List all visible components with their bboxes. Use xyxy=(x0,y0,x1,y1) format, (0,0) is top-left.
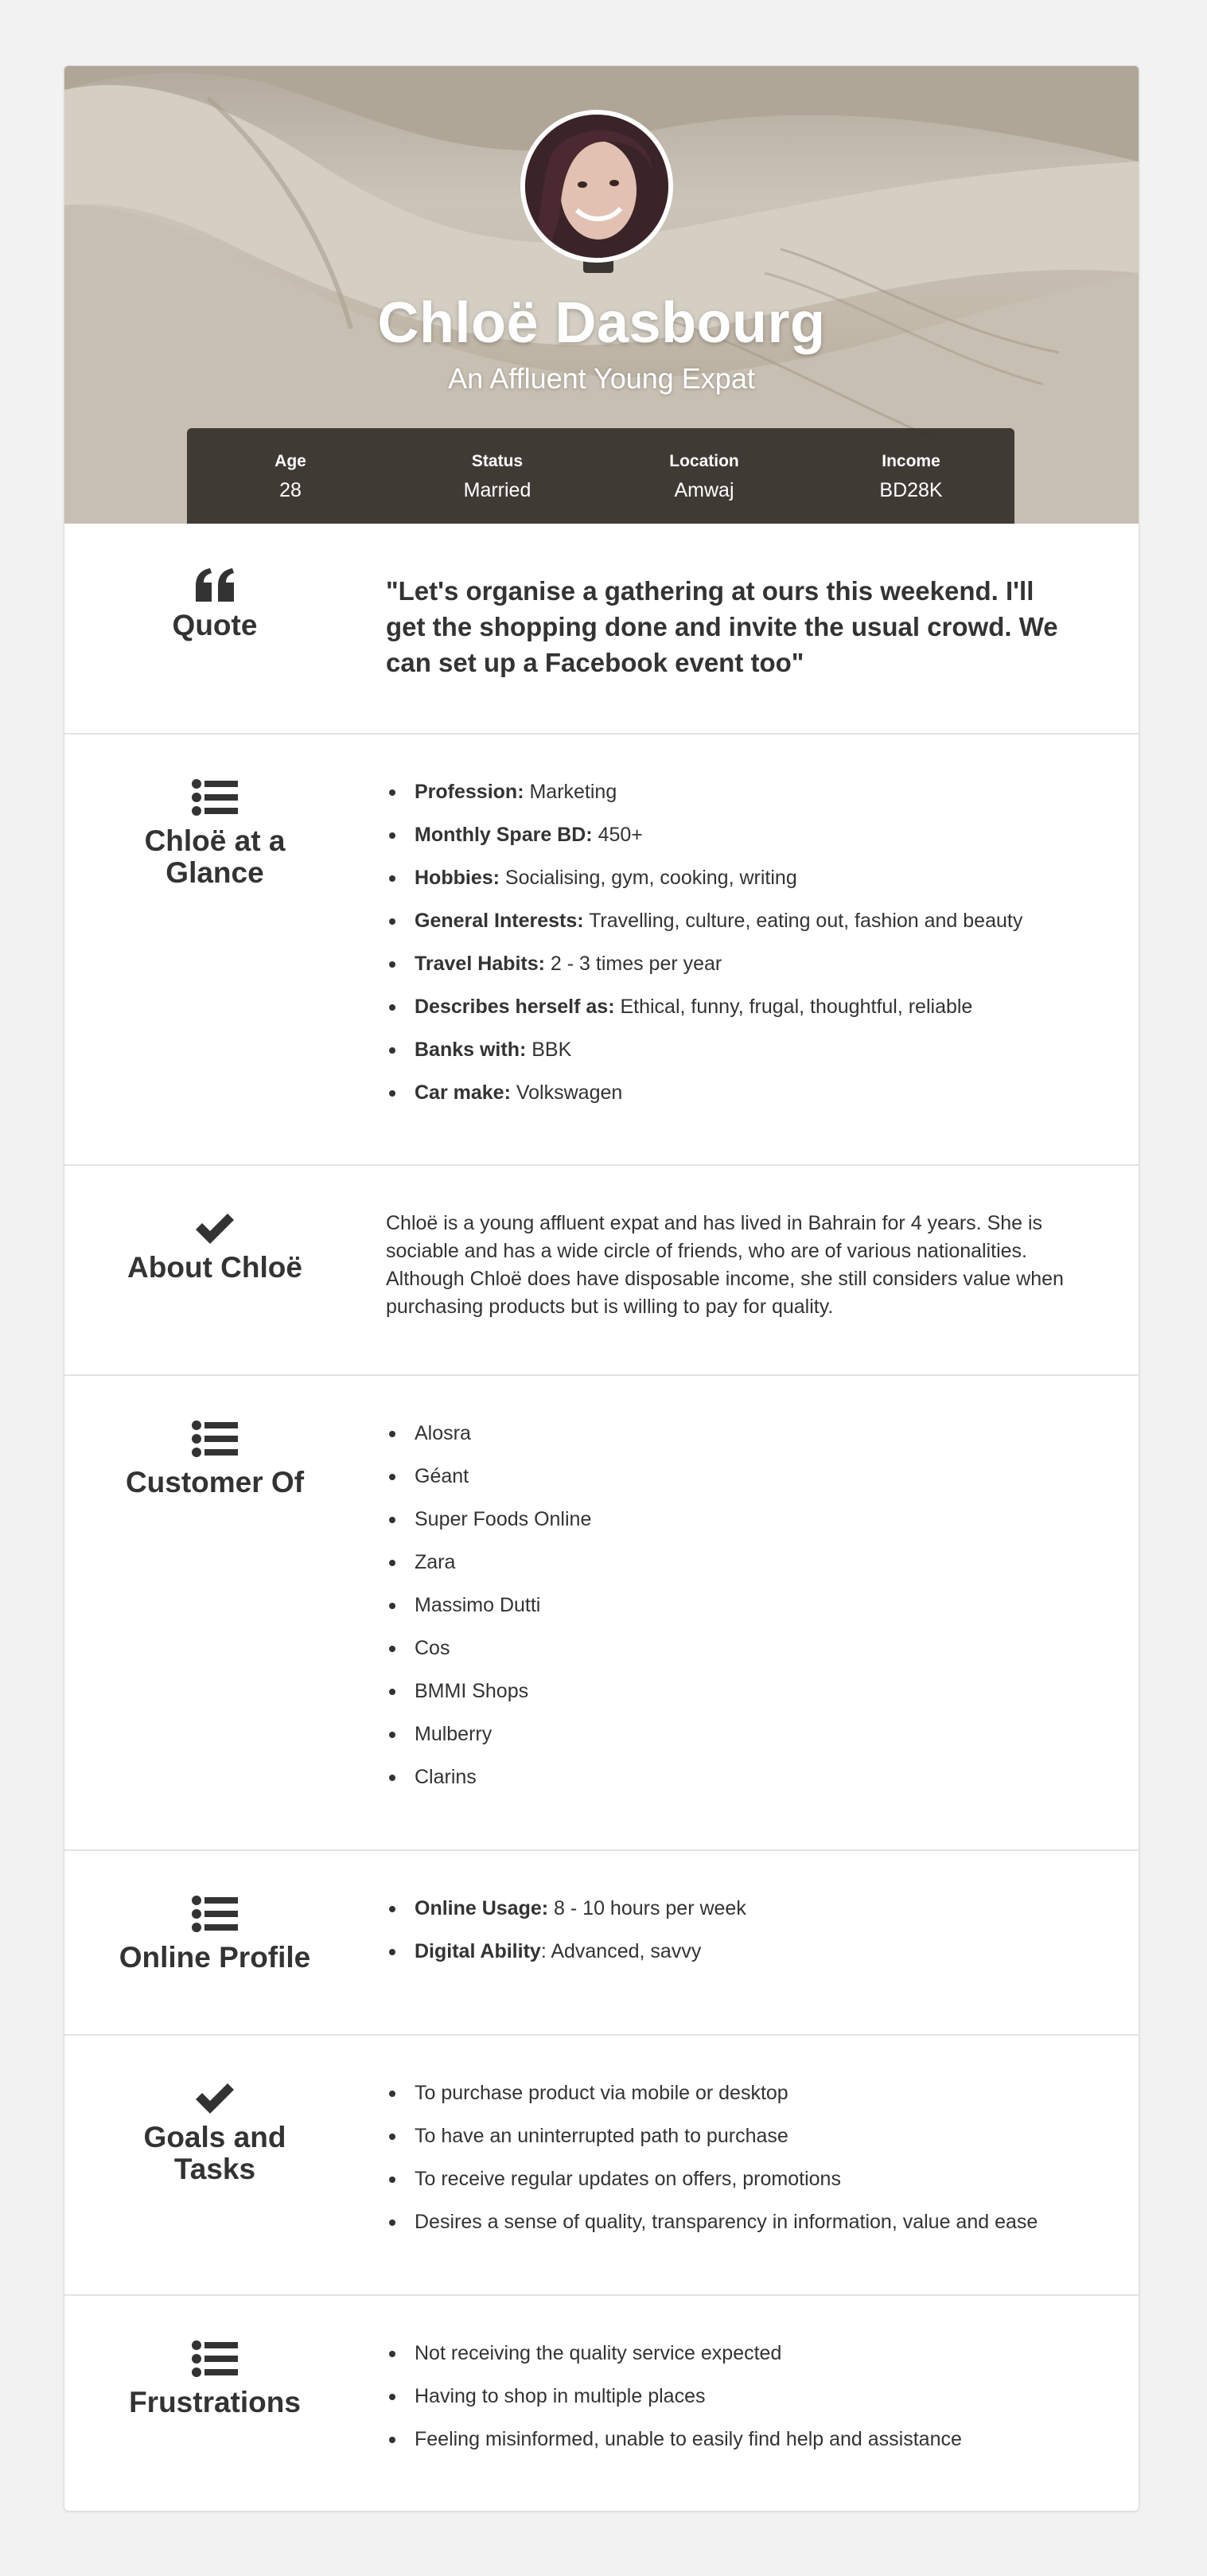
section-customer xyxy=(64,1374,1139,1849)
list-item: To purchase product via mobile or desktop xyxy=(386,2079,1075,2106)
list-item: Having to shop in multiple places xyxy=(386,2383,1075,2410)
section-title: Quote xyxy=(172,609,258,641)
stat-label: Age xyxy=(274,452,306,470)
list-item: To receive regular updates on offers, promotions xyxy=(386,2165,1075,2192)
section-title-line: Glance xyxy=(165,856,264,889)
section-title-line: Chloë at a xyxy=(144,824,286,857)
glance-list xyxy=(386,778,1075,1106)
list-item: Feeling misinformed, unable to easily find help and assistance xyxy=(386,2426,1075,2453)
list-item: Desires a sense of quality, transparency in information, value and ease xyxy=(386,2208,1075,2235)
stat-label: Location xyxy=(669,452,739,470)
list-item: Zara xyxy=(386,1549,1075,1576)
list-item: General Interests: Travelling, culture, eating out, fashion and beauty xyxy=(386,907,1075,934)
stat-value: Married xyxy=(463,479,531,501)
list-item: Mulberry xyxy=(386,1721,1075,1748)
stat-age xyxy=(187,428,394,524)
list-item: Massimo Dutti xyxy=(386,1592,1075,1619)
list-icon xyxy=(192,779,238,816)
about-text: Chloë is a young affluent expat and has lived in Bahrain for 4 years. She is sociable and has a wide circle of friends, who are of various nationalities. Although Chloë does have disposable income, she still considers value when purchasing products but is willing to pay for quality. xyxy=(386,1212,1064,1318)
stat-status xyxy=(394,428,601,524)
list-item: Digital Ability: Advanced, savvy xyxy=(386,1938,1075,1965)
section-title xyxy=(64,2122,365,2185)
section-goals xyxy=(64,2034,1139,2294)
section-title xyxy=(64,825,365,889)
list-item: Cos xyxy=(386,1635,1075,1662)
section-online xyxy=(64,1849,1139,2034)
avatar xyxy=(520,110,673,263)
section-frustrations xyxy=(64,2294,1139,2511)
stat-value: Amwaj xyxy=(674,479,734,501)
list-item: Super Foods Online xyxy=(386,1506,1075,1533)
list-item: Banks with: BBK xyxy=(386,1036,1075,1063)
quote-text: "Let's organise a gathering at ours this weekend. I'll get the shopping done and invite the usual crowd. We can set up a Facebook event too" xyxy=(386,576,1058,677)
persona-tagline: An Affluent Young Expat xyxy=(448,362,755,395)
section-title-line: Goals and xyxy=(143,2121,286,2153)
stat-value: BD28K xyxy=(879,479,943,501)
list-item: Monthly Spare BD: 450+ xyxy=(386,821,1075,848)
list-item: Hobbies: Socialising, gym, cooking, writing xyxy=(386,864,1075,891)
persona-card xyxy=(64,65,1139,2512)
section-title: Frustrations xyxy=(129,2386,301,2418)
list-item: Travel Habits: 2 - 3 times per year xyxy=(386,950,1075,977)
section-quote xyxy=(64,524,1139,733)
section-title: Customer Of xyxy=(125,1466,305,1498)
list-icon xyxy=(192,1896,238,1932)
list-item: Not receiving the quality service expected xyxy=(386,2340,1075,2367)
stats-bar xyxy=(187,428,1014,524)
goals-list xyxy=(386,2079,1075,2235)
list-item: Online Usage: 8 - 10 hours per week xyxy=(386,1895,1075,1922)
list-item: Car make: Volkswagen xyxy=(386,1079,1075,1106)
customer-list xyxy=(386,1420,1075,1791)
stat-value: 28 xyxy=(279,479,302,501)
check-icon xyxy=(194,2083,236,2115)
hero-banner xyxy=(64,66,1139,524)
stat-income xyxy=(808,428,1014,524)
section-glance xyxy=(64,733,1139,1164)
list-item: Describes herself as: Ethical, funny, frugal, thoughtful, reliable xyxy=(386,993,1075,1020)
list-icon xyxy=(192,2340,238,2377)
avatar-portrait-image xyxy=(525,115,668,258)
frustrations-list xyxy=(386,2340,1075,2453)
list-item: Clarins xyxy=(386,1763,1075,1791)
list-item: Alosra xyxy=(386,1420,1075,1447)
list-item: BMMI Shops xyxy=(386,1678,1075,1705)
online-list xyxy=(386,1895,1075,1965)
section-title: Online Profile xyxy=(119,1941,311,1974)
list-item: Géant xyxy=(386,1463,1075,1490)
check-icon xyxy=(194,1214,236,1245)
section-title-line: Tasks xyxy=(173,2153,256,2185)
stat-label: Income xyxy=(882,452,940,470)
list-icon xyxy=(192,1421,238,1457)
list-item: To have an uninterrupted path to purchase xyxy=(386,2122,1075,2149)
section-about xyxy=(64,1164,1139,1374)
list-item: Profession: Marketing xyxy=(386,778,1075,805)
persona-name: Chloë Dasbourg xyxy=(377,291,826,355)
section-title: About Chloë xyxy=(127,1251,302,1284)
stat-location xyxy=(601,428,808,524)
quote-icon xyxy=(194,568,236,603)
stat-label: Status xyxy=(471,452,524,470)
